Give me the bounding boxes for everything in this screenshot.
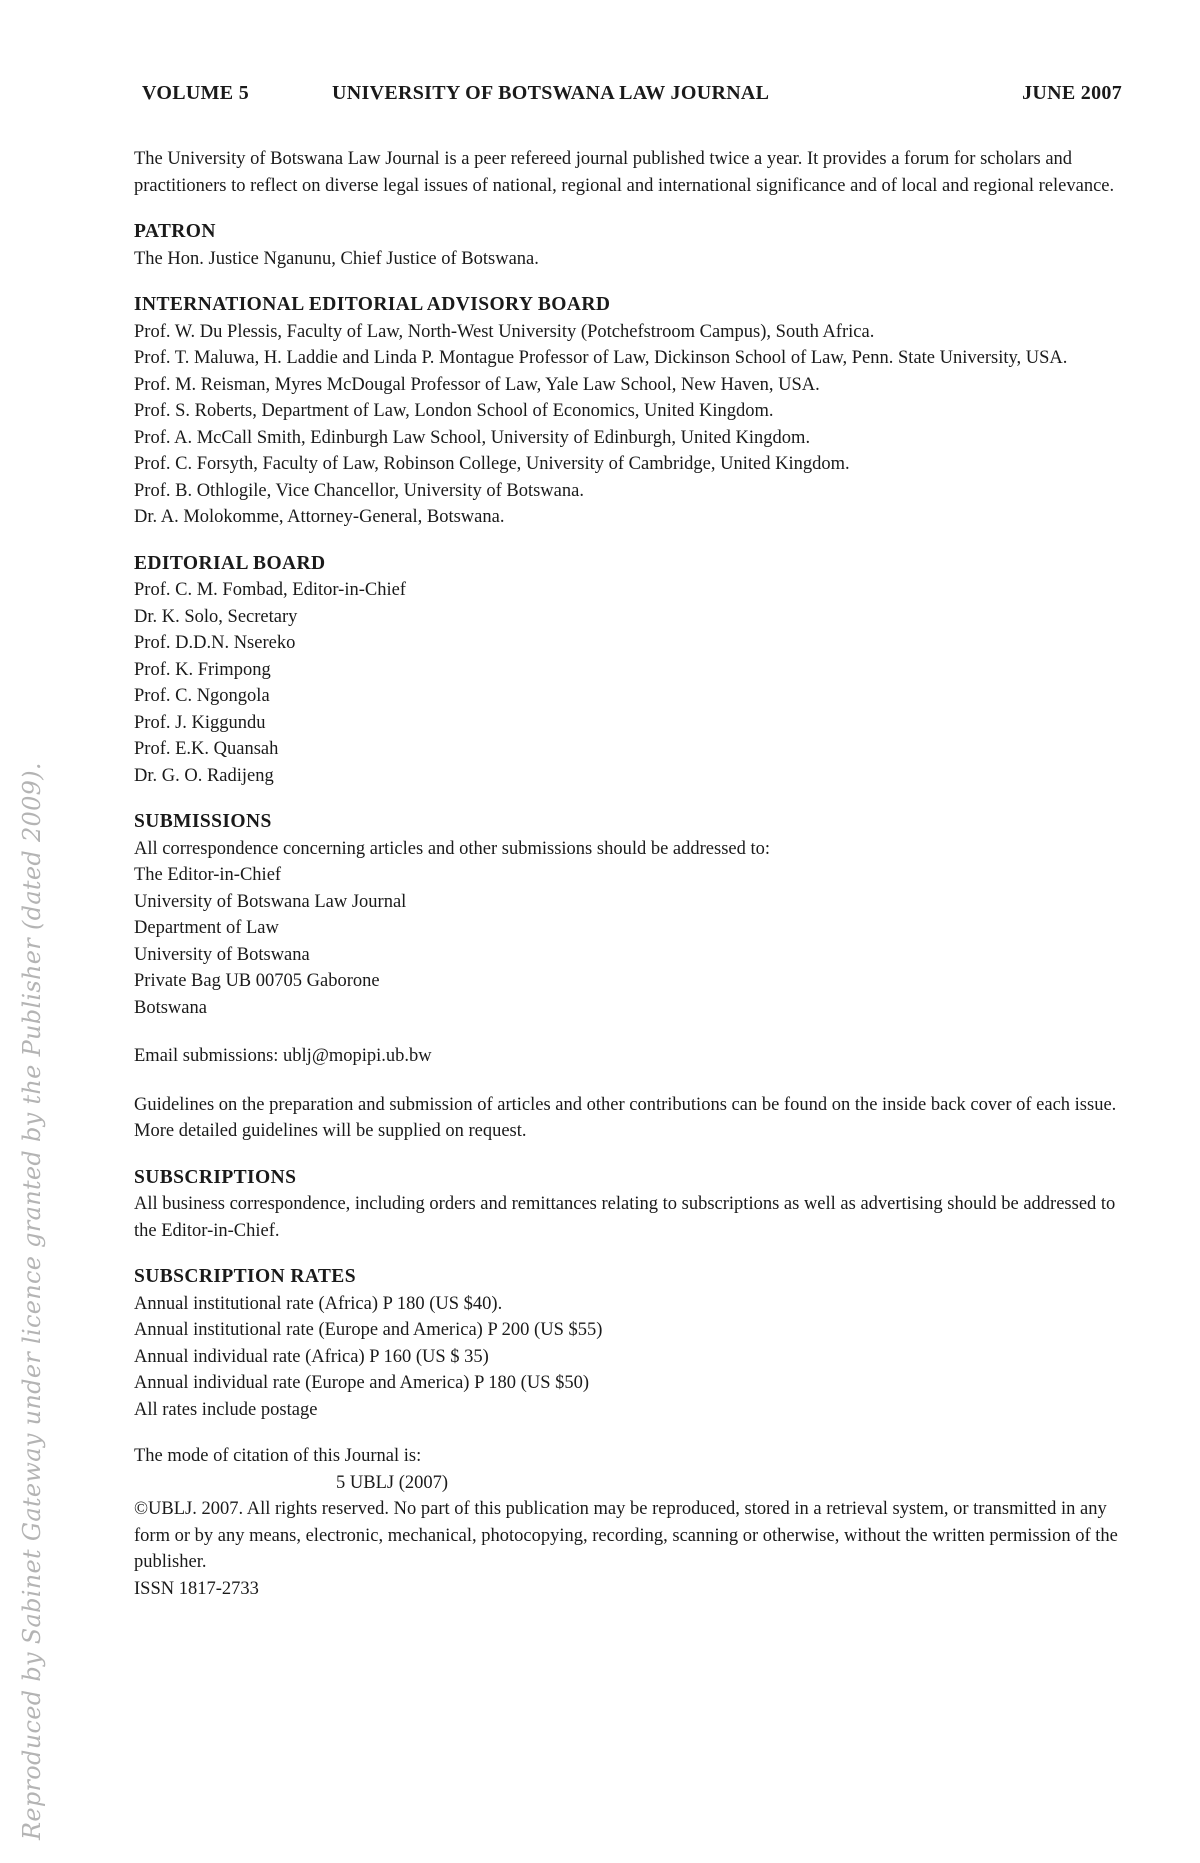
editorial-member: Prof. K. Frimpong xyxy=(134,659,271,680)
advisory-board-heading: INTERNATIONAL EDITORIAL ADVISORY BOARD xyxy=(134,294,611,315)
advisory-member: Prof. M. Reisman, Myres McDougal Professor of Law, Yale Law School, New Haven, USA. xyxy=(134,374,820,395)
advisory-member: Prof. C. Forsyth, Faculty of Law, Robinson College, University of Cambridge, United Kingdom. xyxy=(134,454,850,474)
advisory-member: Prof. B. Othlogile, Vice Chancellor, University of Botswana. xyxy=(134,480,584,501)
subscriptions-text: All business correspondence, including orders and remittances relating to subscriptions as well as advertising should be addressed to the Editor-in-Chief. xyxy=(134,1194,1116,1241)
journal-title: UNIVERSITY OF BOTSWANA LAW JOURNAL xyxy=(332,82,770,104)
editorial-member: Prof. C. M. Fombad, Editor-in-Chief xyxy=(134,580,406,600)
subscriptions-section xyxy=(134,1165,1119,1245)
citation-form: 5 UBLJ (2007) xyxy=(336,1472,449,1493)
editorial-board-heading: EDITORIAL BOARD xyxy=(134,552,326,574)
address-line: Botswana xyxy=(134,997,207,1018)
editorial-member: Prof. D.D.N. Nsereko xyxy=(134,633,296,653)
citation-intro: The mode of citation of this Journal is: xyxy=(134,1446,422,1466)
rate-line: Annual institutional rate (Europe and America) P 200 (US $55) xyxy=(134,1320,603,1340)
address-line: The Editor-in-Chief xyxy=(134,865,282,885)
issn: ISSN 1817-2733 xyxy=(134,1578,259,1599)
rate-line: Annual individual rate (Africa) P 160 (US $ 35) xyxy=(134,1346,489,1367)
editorial-member: Prof. E.K. Quansah xyxy=(134,739,279,759)
advisory-member: Dr. A. Molokomme, Attorney-General, Botswana. xyxy=(134,507,505,527)
editorial-member: Prof. C. Ngongola xyxy=(134,686,270,706)
address-line: Private Bag UB 00705 Gaborone xyxy=(134,971,380,991)
advisory-member: Prof. W. Du Plessis, Faculty of Law, North-West University (Potchefstroom Campus), South Africa. xyxy=(134,321,875,342)
volume-label: VOLUME 5 xyxy=(142,82,249,104)
editorial-member: Prof. J. Kiggundu xyxy=(134,712,266,733)
journal-description: The University of Botswana Law Journal is a peer refereed journal published twice a year. It provides a forum for scholars and practitioners to reflect on diverse legal issues of national, regional and international significance and of local and regional relevance. xyxy=(134,149,1115,196)
submissions-section xyxy=(134,809,1119,1145)
front-matter xyxy=(134,146,1119,1602)
advisory-member: Prof. S. Roberts, Department of Law, London School of Economics, United Kingdom. xyxy=(134,401,774,421)
advisory-member: Prof. T. Maluwa, H. Laddie and Linda P. Montague Professor of Law, Dickinson School of Law, Penn. State University, USA. xyxy=(134,348,1068,368)
email-submissions: Email submissions: ublj@mopipi.ub.bw xyxy=(134,1046,432,1066)
patron-name: The Hon. Justice Nganunu, Chief Justice of Botswana. xyxy=(134,248,539,269)
rate-line: Annual individual rate (Europe and America) P 180 (US $50) xyxy=(134,1373,590,1393)
editorial-member: Dr. G. O. Radijeng xyxy=(134,765,274,786)
address-line: University of Botswana xyxy=(134,944,310,965)
subscriptions-heading: SUBSCRIPTIONS xyxy=(134,1166,297,1188)
advisory-member: Prof. A. McCall Smith, Edinburgh Law School, University of Edinburgh, United Kingdom. xyxy=(134,427,811,448)
rates-heading: SUBSCRIPTION RATES xyxy=(134,1266,356,1287)
sabinet-watermark: Reproduced by Sabinet Gateway under licence granted by the Publisher (dated 2009). xyxy=(18,762,46,1840)
submissions-heading: SUBMISSIONS xyxy=(134,811,272,832)
patron-section xyxy=(134,219,1119,272)
submission-guidelines: Guidelines on the preparation and submission of articles and other contributions can be found on the inside back cover of each issue. More detailed guidelines will be supplied on request. xyxy=(134,1094,1117,1141)
editorial-member: Dr. K. Solo, Secretary xyxy=(134,606,298,627)
editorial-board-section xyxy=(134,551,1119,790)
running-header xyxy=(142,82,1122,110)
rate-line: All rates include postage xyxy=(134,1399,318,1420)
patron-heading: PATRON xyxy=(134,221,216,242)
submissions-intro: All correspondence concerning articles and other submissions should be addressed to: xyxy=(134,838,771,859)
address-line: University of Botswana Law Journal xyxy=(134,891,407,912)
advisory-board-section xyxy=(134,292,1119,531)
rate-line: Annual institutional rate (Africa) P 180 (US $40). xyxy=(134,1293,503,1314)
copyright-notice: ©UBLJ. 2007. All rights reserved. No part of this publication may be reproduced, stored in a retrieval system, or transmitted in any form or by any means, electronic, mechanical, photocopying, recording, scanning or otherwise, without the written permission of the publisher. xyxy=(134,1499,1118,1572)
address-line: Department of Law xyxy=(134,918,279,938)
issue-date: JUNE 2007 xyxy=(1022,82,1122,104)
subscription-rates-section xyxy=(134,1264,1119,1423)
citation-section xyxy=(134,1443,1119,1602)
